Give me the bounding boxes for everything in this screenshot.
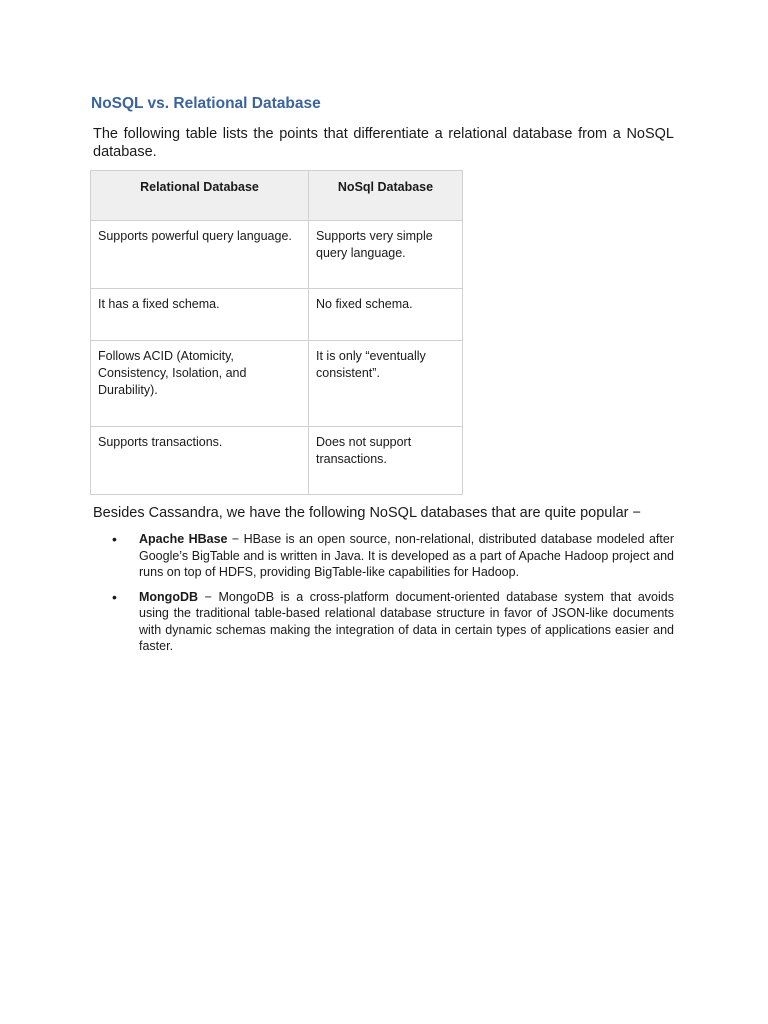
table-row: [91, 289, 463, 341]
table-header-row: [91, 171, 463, 221]
list-item-text: − HBase is an open source, non-relational, distributed database modeled after Google’s BigTable and is written in Java. It is developed as a part of Apache Hadoop project and runs on top of HDFS, providing BigTable-like capabilities for Hadoop.: [139, 532, 674, 579]
section-heading: NoSQL vs. Relational Database: [91, 95, 321, 112]
table-cell-nosql: It is only “eventually consistent”.: [309, 341, 463, 427]
table-cell-nosql: No fixed schema.: [309, 289, 463, 341]
list-item: [112, 531, 674, 581]
table-cell-nosql: Supports very simple query language.: [309, 221, 463, 289]
bullet-icon: •: [112, 531, 117, 547]
table-row: [91, 341, 463, 427]
intro-paragraph: The following table lists the points that differentiate a relational database from a NoSQL database.: [93, 126, 674, 160]
table-cell-relational: Supports transactions.: [91, 427, 309, 495]
bullet-icon: •: [112, 588, 117, 605]
table-cell-relational: Supports powerful query language.: [91, 221, 309, 289]
table-row: [91, 427, 463, 495]
table-cell-nosql: Does not support transactions.: [309, 427, 463, 495]
table-cell-relational: Follows ACID (Atomicity, Consistency, Isolation, and Durability).: [91, 341, 309, 427]
list-item-text: − MongoDB is a cross-platform document-oriented database system that avoids using the traditional table-based relational database structure in favor of JSON-like documents with dynamic schemas making the integration of data in certain types of applications easier and faster.: [139, 589, 674, 653]
table-cell-relational: It has a fixed schema.: [91, 289, 309, 341]
table-header-nosql: NoSql Database: [309, 171, 463, 221]
table-header-relational: Relational Database: [91, 171, 309, 221]
database-list: [112, 531, 674, 663]
list-item-term: MongoDB: [139, 589, 199, 604]
besides-paragraph: Besides Cassandra, we have the following NoSQL databases that are quite popular −: [93, 505, 641, 521]
list-item: [112, 589, 674, 655]
comparison-table: [90, 170, 463, 495]
list-item-term: Apache HBase: [139, 532, 228, 546]
table-row: [91, 221, 463, 289]
